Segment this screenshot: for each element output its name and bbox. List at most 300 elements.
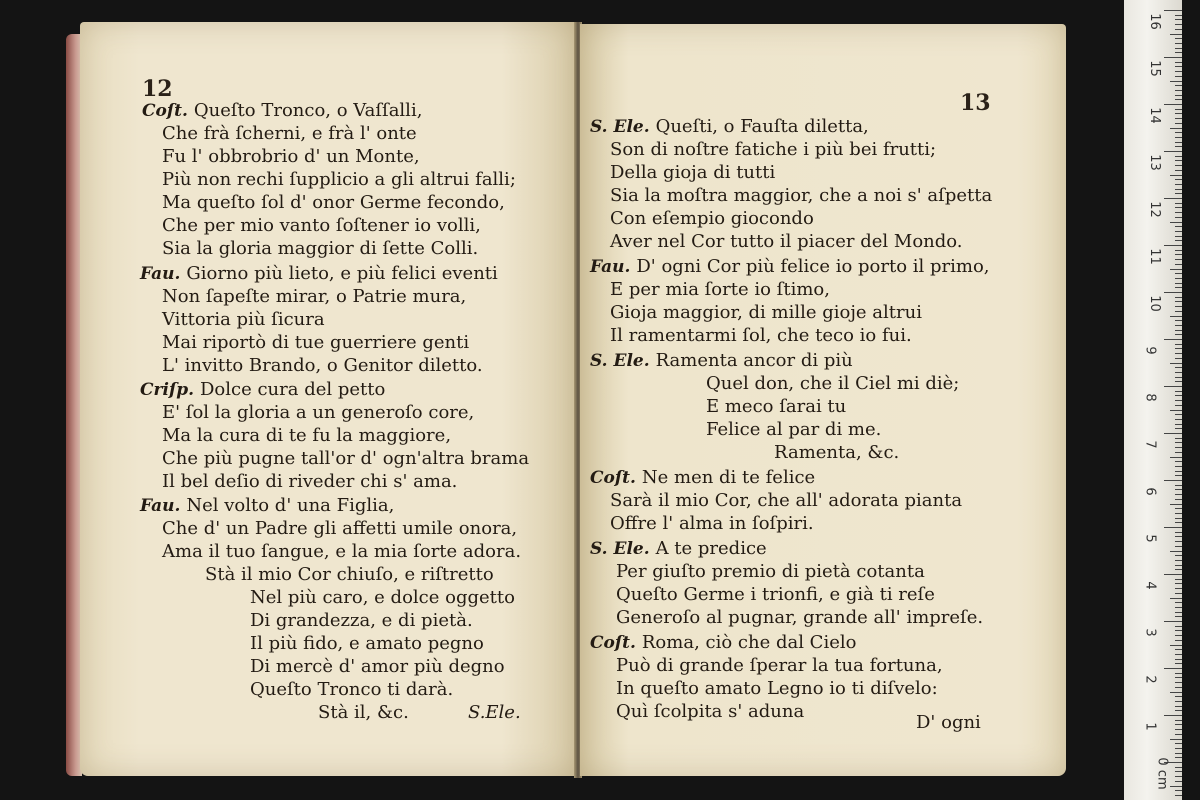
- verse-text: Son di noſtre fatiche i più bei frutti;: [610, 139, 937, 160]
- ruler-tick: [1175, 588, 1182, 589]
- verse-text: Il bel deſio di riveder chi s' ama.: [162, 471, 458, 492]
- ruler-tick: [1175, 734, 1182, 735]
- verse-text: Ma queſto ſol d' onor Germe fecondo,: [162, 192, 505, 213]
- verse-text: Aver nel Cor tutto il piacer del Mondo.: [610, 231, 963, 252]
- ruler-tick: [1170, 81, 1182, 82]
- ruler-tick: [1164, 10, 1182, 11]
- ruler-tick: [1170, 128, 1182, 129]
- ruler-tick: [1175, 771, 1182, 772]
- speaker-label: Fau.: [590, 257, 637, 277]
- ruler-tick: [1175, 466, 1182, 467]
- verse-line: [162, 402, 474, 424]
- verse-text: Che più pugne tall'or d' ogn'altra brama: [162, 448, 530, 469]
- ruler-tick: [1175, 137, 1182, 138]
- verse-text: In queſto amato Legno io ti diſvelo:: [616, 678, 938, 699]
- ruler-tick: [1175, 673, 1182, 674]
- verse-line: [250, 656, 505, 678]
- ruler-tick: [1175, 95, 1182, 96]
- ruler-tick: [1175, 710, 1182, 711]
- ruler-tick: [1175, 687, 1182, 688]
- ruler-tick: [1175, 207, 1182, 208]
- ruler-tick: [1175, 753, 1182, 754]
- ruler-tick: [1175, 593, 1182, 594]
- verse-text: Ramenta, &c.: [774, 442, 900, 463]
- ruler-tick: [1175, 160, 1182, 161]
- verse-text: Quel don, che il Ciel mi diè;: [706, 373, 960, 394]
- verse-line: [162, 169, 516, 191]
- verse-line: [250, 587, 515, 609]
- verse-text: Giorno più lieto, e più felici eventi: [186, 263, 498, 284]
- verse-text: Di mercè d' amor più degno: [250, 656, 505, 677]
- ruler-tick: [1175, 381, 1182, 382]
- ruler-label: 3: [1142, 628, 1158, 637]
- ruler-tick: [1164, 292, 1182, 293]
- verse-text: Nel volto d' una Figlia,: [186, 495, 395, 516]
- ruler-tick: [1175, 123, 1182, 124]
- right-page: [580, 24, 1066, 776]
- ruler-tick: [1164, 480, 1182, 481]
- ruler-tick: [1175, 240, 1182, 241]
- ruler-tick: [1164, 715, 1182, 716]
- ruler-tick: [1175, 62, 1182, 63]
- speaker-label: S. Ele.: [590, 351, 656, 371]
- ruler-tick: [1175, 522, 1182, 523]
- verse-text: Ne men di te felice: [641, 467, 816, 488]
- ruler-tick: [1175, 471, 1182, 472]
- ruler-tick: [1175, 85, 1182, 86]
- ruler-tick: [1175, 790, 1182, 791]
- speaker-label: S. Ele.: [590, 117, 656, 137]
- verse-line: [318, 702, 409, 724]
- verse-text: Roma, ciò che dal Cielo: [641, 632, 857, 653]
- ruler-label: 7: [1142, 440, 1158, 449]
- ruler-tick: [1164, 621, 1182, 622]
- ruler-tick: [1164, 433, 1182, 434]
- verse-line: [162, 309, 325, 331]
- ruler-tick: [1175, 146, 1182, 147]
- verse-line: [706, 419, 881, 441]
- ruler-tick: [1175, 189, 1182, 190]
- ruler-label: 14: [1146, 107, 1162, 124]
- left-page: [80, 22, 576, 776]
- ruler-tick: [1175, 532, 1182, 533]
- verse-text: Non ſapeſte mirar, o Patrie mura,: [162, 286, 467, 307]
- verse-text: E per mia ſorte io ſtimo,: [610, 279, 830, 300]
- ruler-tick: [1175, 90, 1182, 91]
- ruler-tick: [1175, 720, 1182, 721]
- ruler-tick: [1164, 151, 1182, 152]
- verse-text: Ramenta ancor di più: [655, 350, 853, 371]
- verse-line: [616, 655, 943, 677]
- ruler-tick: [1170, 457, 1182, 458]
- ruler-tick: [1170, 598, 1182, 599]
- ruler-tick: [1175, 489, 1182, 490]
- ruler-tick: [1175, 776, 1182, 777]
- speaker-label: Coſt.: [590, 633, 642, 653]
- ruler-tick: [1170, 222, 1182, 223]
- ruler-label: 2: [1142, 675, 1158, 684]
- ruler-label: 4: [1142, 581, 1158, 590]
- verse-line: [616, 607, 983, 629]
- ruler-tick: [1175, 48, 1182, 49]
- verse-line: [616, 584, 935, 606]
- verse-line: [610, 162, 775, 184]
- ruler-tick: [1175, 212, 1182, 213]
- ruler-tick: [1175, 156, 1182, 157]
- verse-text: Queſto Tronco ti darà.: [250, 679, 454, 700]
- verse-text: E' ſol la gloria a un generoſo core,: [162, 402, 475, 423]
- verse-line: [610, 231, 963, 253]
- ruler-tick: [1175, 635, 1182, 636]
- ruler-tick: [1175, 15, 1182, 16]
- ruler-tick: [1175, 612, 1182, 613]
- ruler-tick: [1175, 461, 1182, 462]
- ruler-tick: [1175, 99, 1182, 100]
- ruler-tick: [1175, 287, 1182, 288]
- ruler-tick: [1175, 428, 1182, 429]
- verse-line: [610, 490, 962, 512]
- verse-line: [706, 396, 846, 418]
- ruler-tick: [1175, 795, 1182, 796]
- ruler-label: 11: [1146, 248, 1162, 265]
- verse-line: [590, 116, 869, 138]
- page-number: 12: [142, 76, 173, 102]
- ruler-tick: [1175, 663, 1182, 664]
- ruler-tick: [1175, 325, 1182, 326]
- verse-text: Queſto Tronco, o Vaſſalli,: [193, 100, 423, 121]
- ruler-label: 12: [1146, 201, 1162, 218]
- ruler-tick: [1175, 405, 1182, 406]
- ruler-tick: [1175, 330, 1182, 331]
- verse-line: [610, 185, 992, 207]
- verse-line: [610, 208, 814, 230]
- speaker-label: Fau.: [140, 264, 187, 284]
- ruler-tick: [1175, 306, 1182, 307]
- ruler-tick: [1170, 645, 1182, 646]
- ruler-tick: [1175, 348, 1182, 349]
- catchword: D' ogni: [916, 712, 981, 733]
- ruler-tick: [1175, 254, 1182, 255]
- verse-text: Che per mio vanto ſoſtener io volli,: [162, 215, 481, 236]
- ruler-tick: [1175, 278, 1182, 279]
- ruler-tick: [1175, 419, 1182, 420]
- verse-line: [162, 286, 466, 308]
- ruler-tick: [1175, 626, 1182, 627]
- ruler-tick: [1175, 19, 1182, 20]
- ruler-tick: [1175, 546, 1182, 547]
- ruler-tick: [1175, 447, 1182, 448]
- ruler-tick: [1175, 767, 1182, 768]
- verse-line: [616, 561, 925, 583]
- ruler-tick: [1175, 583, 1182, 584]
- ruler-tick: [1164, 57, 1182, 58]
- ruler-label: 0 cm: [1154, 757, 1170, 790]
- ruler-tick: [1175, 475, 1182, 476]
- verse-text: Gioja maggior, di mille gioje altrui: [610, 302, 922, 323]
- ruler-tick: [1164, 527, 1182, 528]
- ruler-tick: [1175, 113, 1182, 114]
- ruler-tick: [1175, 250, 1182, 251]
- page-number: 13: [960, 90, 991, 116]
- ruler-tick: [1170, 269, 1182, 270]
- verse-line: [250, 679, 453, 701]
- ruler-tick: [1175, 132, 1182, 133]
- measuring-ruler: [1124, 0, 1182, 800]
- ruler-tick: [1170, 504, 1182, 505]
- ruler-tick: [1175, 259, 1182, 260]
- ruler-label: 9: [1142, 346, 1158, 355]
- ruler-tick: [1175, 781, 1182, 782]
- ruler-tick: [1175, 602, 1182, 603]
- verse-text: Queſto Germe i trionfi, e già ti reſe: [616, 584, 935, 605]
- verse-text: Quì ſcolpita s' aduna: [616, 701, 805, 722]
- ruler-tick: [1175, 659, 1182, 660]
- ruler-label: 5: [1142, 534, 1158, 543]
- ruler-tick: [1175, 677, 1182, 678]
- verse-text: Generoſo al pugnar, grande all' impreſe.: [616, 607, 984, 628]
- verse-text: D' ogni Cor più felice io porto il primo,: [636, 256, 990, 277]
- ruler-tick: [1170, 551, 1182, 552]
- verse-line: [590, 467, 815, 489]
- verse-text: E meco ſarai tu: [706, 396, 847, 417]
- ruler-tick: [1175, 264, 1182, 265]
- ruler-tick: [1175, 682, 1182, 683]
- verse-line: [610, 325, 912, 347]
- verse-text: Di grandezza, e di pietà.: [250, 610, 473, 631]
- ruler-tick: [1175, 565, 1182, 566]
- ruler-tick: [1175, 757, 1182, 758]
- ruler-tick: [1175, 654, 1182, 655]
- ruler-tick: [1175, 536, 1182, 537]
- verse-line: [162, 215, 481, 237]
- ruler-tick: [1175, 649, 1182, 650]
- ruler-tick: [1175, 273, 1182, 274]
- ruler-tick: [1175, 377, 1182, 378]
- verse-line: [162, 238, 478, 260]
- verse-text: Che d' un Padre gli affetti umile onora,: [162, 518, 518, 539]
- ruler-tick: [1175, 142, 1182, 143]
- ruler-tick: [1175, 452, 1182, 453]
- ruler-tick: [1175, 71, 1182, 72]
- ruler-tick: [1175, 400, 1182, 401]
- ruler-tick: [1175, 729, 1182, 730]
- ruler-tick: [1175, 43, 1182, 44]
- ruler-tick: [1164, 198, 1182, 199]
- verse-line: [162, 541, 521, 563]
- verse-text: Sia la moſtra maggior, che a noi s' aſpetta: [610, 185, 993, 206]
- ruler-tick: [1175, 616, 1182, 617]
- ruler-tick: [1175, 513, 1182, 514]
- verse-line: [162, 146, 420, 168]
- verse-text: Può di grande ſperar la tua fortuna,: [616, 655, 943, 676]
- ruler-tick: [1175, 118, 1182, 119]
- speaker-label: Criſp.: [140, 380, 200, 400]
- verse-text: A te predice: [655, 538, 767, 559]
- ruler-tick: [1175, 311, 1182, 312]
- ruler-tick: [1175, 724, 1182, 725]
- speaker-label: Fau.: [140, 496, 187, 516]
- ruler-tick: [1175, 494, 1182, 495]
- ruler-tick: [1175, 165, 1182, 166]
- ruler-tick: [1175, 640, 1182, 641]
- verse-text: Stà il mio Cor chiuſo, e riſtretto: [205, 564, 494, 585]
- ruler-label: 16: [1146, 13, 1162, 30]
- ruler-tick: [1175, 344, 1182, 345]
- ruler-tick: [1175, 66, 1182, 67]
- ruler-tick: [1175, 395, 1182, 396]
- ruler-tick: [1175, 630, 1182, 631]
- verse-text: Per giuſto premio di pietà cotanta: [616, 561, 925, 582]
- ruler-tick: [1170, 786, 1182, 787]
- verse-line: [590, 538, 767, 560]
- verse-line: [205, 564, 494, 586]
- ruler-tick: [1175, 297, 1182, 298]
- verse-text: Ma la cura di te fu la maggiore,: [162, 425, 452, 446]
- ruler-tick: [1175, 560, 1182, 561]
- verse-text: Con eſempio giocondo: [610, 208, 814, 229]
- ruler-tick: [1175, 76, 1182, 77]
- verse-text: Fu l' obbrobrio d' un Monte,: [162, 146, 420, 167]
- ruler-tick: [1164, 245, 1182, 246]
- catchword: S.Ele.: [468, 702, 521, 723]
- verse-line: [590, 350, 853, 372]
- ruler-tick: [1175, 179, 1182, 180]
- ruler-tick: [1170, 34, 1182, 35]
- verse-text: Mai riportò di tue guerriere genti: [162, 332, 470, 353]
- ruler-tick: [1170, 175, 1182, 176]
- ruler-tick: [1175, 414, 1182, 415]
- verse-line: [140, 495, 394, 517]
- ruler-label: 8: [1142, 393, 1158, 402]
- ruler-tick: [1175, 508, 1182, 509]
- ruler-tick: [1175, 541, 1182, 542]
- verse-text: Offre l' alma in ſoſpiri.: [610, 513, 814, 534]
- speaker-label: Coſt.: [142, 101, 194, 121]
- ruler-label: 13: [1146, 154, 1162, 171]
- ruler-tick: [1175, 607, 1182, 608]
- verse-line: [610, 302, 922, 324]
- ruler-tick: [1175, 226, 1182, 227]
- ruler-tick: [1175, 283, 1182, 284]
- ruler-tick: [1175, 748, 1182, 749]
- ruler-tick: [1175, 743, 1182, 744]
- ruler-tick: [1175, 696, 1182, 697]
- verse-text: Nel più caro, e dolce oggetto: [250, 587, 515, 608]
- ruler-tick: [1164, 339, 1182, 340]
- verse-line: [616, 701, 804, 723]
- ruler-tick: [1164, 104, 1182, 105]
- ruler-tick: [1175, 485, 1182, 486]
- ruler-tick: [1170, 739, 1182, 740]
- ruler-tick: [1175, 29, 1182, 30]
- verse-line: [162, 471, 457, 493]
- ruler-tick: [1175, 438, 1182, 439]
- ruler-tick: [1175, 579, 1182, 580]
- verse-line: [162, 518, 517, 540]
- verse-text: Il più fido, e amato pegno: [250, 633, 484, 654]
- ruler-tick: [1175, 701, 1182, 702]
- verse-text: L' invitto Brando, o Genitor diletto.: [162, 355, 483, 376]
- ruler-tick: [1175, 706, 1182, 707]
- verse-text: Ama il tuo ſangue, e la mia ſorte adora.: [162, 541, 522, 562]
- ruler-tick: [1175, 236, 1182, 237]
- speaker-label: Coſt.: [590, 468, 642, 488]
- verse-text: Vittoria più ſicura: [162, 309, 325, 330]
- speaker-label: S. Ele.: [590, 539, 656, 559]
- verse-line: [140, 263, 498, 285]
- ruler-tick: [1164, 574, 1182, 575]
- ruler-tick: [1175, 353, 1182, 354]
- ruler-tick: [1175, 217, 1182, 218]
- ruler-tick: [1175, 38, 1182, 39]
- ruler-tick: [1175, 170, 1182, 171]
- verse-line: [162, 355, 483, 377]
- ruler-tick: [1170, 363, 1182, 364]
- ruler-tick: [1175, 320, 1182, 321]
- verse-line: [250, 633, 484, 655]
- verse-line: [610, 279, 830, 301]
- ruler-tick: [1175, 231, 1182, 232]
- ruler-tick: [1175, 424, 1182, 425]
- ruler-tick: [1164, 386, 1182, 387]
- ruler-tick: [1175, 367, 1182, 368]
- ruler-tick: [1175, 301, 1182, 302]
- verse-text: Della gioja di tutti: [610, 162, 776, 183]
- ruler-tick: [1175, 52, 1182, 53]
- verse-text: Queſti, o Fauſta diletta,: [655, 116, 869, 137]
- verse-line: [162, 123, 417, 145]
- ruler-tick: [1175, 442, 1182, 443]
- verse-line: [610, 139, 936, 161]
- ruler-tick: [1175, 203, 1182, 204]
- ruler-tick: [1175, 358, 1182, 359]
- verse-line: [142, 100, 422, 122]
- verse-text: Il ramentarmi ſol, che teco io fui.: [610, 325, 912, 346]
- ruler-tick: [1175, 499, 1182, 500]
- ruler-tick: [1175, 391, 1182, 392]
- verse-text: Stà il, &c.: [318, 702, 409, 723]
- ruler-tick: [1175, 109, 1182, 110]
- verse-line: [706, 373, 959, 395]
- verse-line: [610, 513, 814, 535]
- verse-line: [140, 379, 385, 401]
- ruler-tick: [1164, 668, 1182, 669]
- verse-line: [616, 678, 938, 700]
- verse-text: Sia la gloria maggior di ſette Colli.: [162, 238, 479, 259]
- verse-line: [162, 448, 529, 470]
- verse-text: Più non rechi ſupplicio a gli altrui falli;: [162, 169, 516, 190]
- verse-line: [162, 332, 469, 354]
- ruler-tick: [1175, 372, 1182, 373]
- ruler-tick: [1175, 24, 1182, 25]
- verse-line: [590, 632, 856, 654]
- verse-line: [162, 192, 505, 214]
- ruler-tick: [1175, 334, 1182, 335]
- ruler-tick: [1170, 692, 1182, 693]
- verse-line: [162, 425, 451, 447]
- verse-line: [774, 442, 899, 464]
- ruler-tick: [1175, 555, 1182, 556]
- verse-line: [590, 256, 990, 278]
- ruler-tick: [1170, 316, 1182, 317]
- verse-line: [250, 610, 473, 632]
- ruler-label: 10: [1146, 295, 1162, 312]
- verse-text: Dolce cura del petto: [199, 379, 386, 400]
- verse-text: Felice al par di me.: [706, 419, 882, 440]
- ruler-tick: [1170, 410, 1182, 411]
- verse-text: Che frà ſcherni, e frà l' onte: [162, 123, 417, 144]
- ruler-tick: [1175, 184, 1182, 185]
